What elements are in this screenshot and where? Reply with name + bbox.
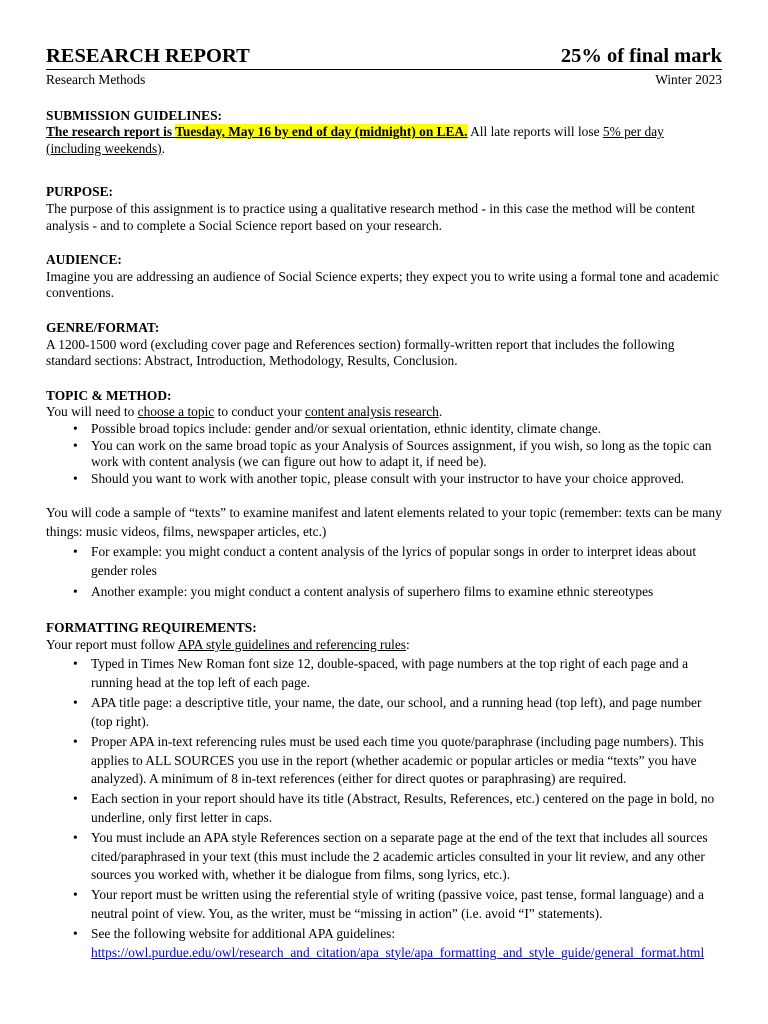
formatting-bullets [46, 655, 722, 962]
list-item: • Your report must be written using the referential style of writing (passive voice, past tense, formal language) and a neutral point of view. You, as the writer, must be “missing in action” (i.e. avoid “I” statements). [46, 886, 722, 923]
purpose-section [46, 184, 722, 234]
topic-intro-pre: You will need to [46, 404, 138, 420]
purpose-text: The purpose of this assignment is to practice using a qualitative research method - in this case the method will be content analysis - and to complete a Social Science report based on your research. [46, 200, 695, 233]
audience-text: Imagine you are addressing an audience of Social Science experts; they expect you to write using a formal tone and academic conventions. [46, 268, 719, 301]
list-item: • Another example: you might conduct a content analysis of superhero films to examine ethnic stereotypes [46, 582, 722, 601]
mark-weight: 25% of final mark [560, 45, 722, 67]
purpose-heading: PURPOSE: [46, 184, 113, 200]
report-title: RESEARCH REPORT [46, 45, 250, 67]
apa-website-link[interactable]: https://owl.purdue.edu/owl/research_and_citation/apa_style/apa_formatting_and_style_guide/general_format.html [91, 944, 705, 960]
course-name: Research Methods [46, 72, 146, 87]
genre-heading: GENRE/FORMAT: [46, 319, 160, 335]
formatting-intro-post: : [406, 636, 410, 652]
apa-guidelines-link-text: APA style guidelines and referencing rules [177, 636, 407, 652]
list-item: • For example: you might conduct a content analysis of the lyrics of popular songs in order to interpret ideas about gender roles [46, 542, 722, 580]
content-analysis-link-text: content analysis research [305, 404, 439, 420]
topic-intro-mid: to conduct your [214, 404, 305, 420]
code-sample-text: You will code a sample of “texts” to examine manifest and latent elements related to your topic (remember: texts can be many things: music videos, films, newspaper articles, etc.) [46, 505, 722, 540]
formatting-intro [46, 637, 722, 654]
late-penalty: 5% per day (including weekends) [46, 124, 664, 156]
genre-text: A 1200-1500 word (excluding cover page and References section) formally-written report that includes the following standard sections: Abstract, Introduction, Methodology, Results, Conclusion. [46, 336, 675, 369]
topic-section [46, 388, 722, 602]
audience-heading: AUDIENCE: [46, 252, 122, 268]
topic-intro-post: . [438, 404, 443, 420]
formatting-heading: FORMATTING REQUIREMENTS: [46, 620, 257, 636]
genre-section [46, 320, 722, 370]
late-policy-pre: All late reports will lose [467, 124, 603, 140]
list-item: • Possible broad topics include: gender and/or sexual orientation, ethnic identity, climate change. [46, 421, 722, 438]
term: Winter 2023 [655, 72, 722, 87]
document-header [46, 44, 722, 70]
choose-topic-link-text: choose a topic [137, 404, 215, 420]
submission-text [46, 124, 722, 157]
list-item: • APA title page: a descriptive title, your name, the date, our school, and a running head (top left), and page number (top right). [46, 694, 722, 731]
example-bullets [46, 542, 722, 601]
submission-deadline: Tuesday, May 16 by end of day (midnight) on LEA. [175, 124, 468, 140]
list-item: • You must include an APA style References section on a separate page at the end of the text that includes all sources cited/paraphrased in your text (this must include the 2 academic articles consulted in your lit review, and any other sources you worked with, whether it be dialogue from films, song lyrics, etc.). [46, 829, 722, 884]
topic-bullets [46, 421, 722, 487]
list-item: • Typed in Times New Roman font size 12, double-spaced, with page numbers at the top right of each page and a running head at the top left of each page. [46, 655, 722, 692]
website-text: See the following website for additional APA guidelines: [91, 926, 396, 942]
topic-heading: TOPIC & METHOD: [46, 387, 172, 403]
submission-lead: The research report is [46, 124, 176, 140]
list-item [46, 925, 722, 962]
formatting-intro-pre: Your report must follow [46, 636, 178, 652]
list-item: • Proper APA in-text referencing rules must be used each time you quote/paraphrase (including page numbers). This applies to ALL SOURCES you use in the report (whether academic or popular articles or media “texts” you have analyzed). A minimum of 8 in-text references (either for direct quotes or paraphrasing) are required. [46, 733, 722, 788]
audience-section [46, 252, 722, 302]
list-item: • Should you want to work with another topic, please consult with your instructor to have your choice approved. [46, 471, 722, 488]
submission-section [46, 108, 722, 158]
submission-heading: SUBMISSION GUIDELINES: [46, 107, 222, 123]
list-item: • You can work on the same broad topic as your Analysis of Sources assignment, if you wish, so long as the topic can work with content analysis (we can figure out how to adapt it, if need be). [46, 438, 722, 471]
formatting-section [46, 620, 722, 962]
document-subheader [46, 72, 722, 89]
late-policy-post: . [161, 140, 166, 156]
list-item: • Each section in your report should have its title (Abstract, Results, References, etc.) centered on the page in bold, no underline, only first letter in caps. [46, 790, 722, 827]
topic-intro [46, 404, 722, 421]
